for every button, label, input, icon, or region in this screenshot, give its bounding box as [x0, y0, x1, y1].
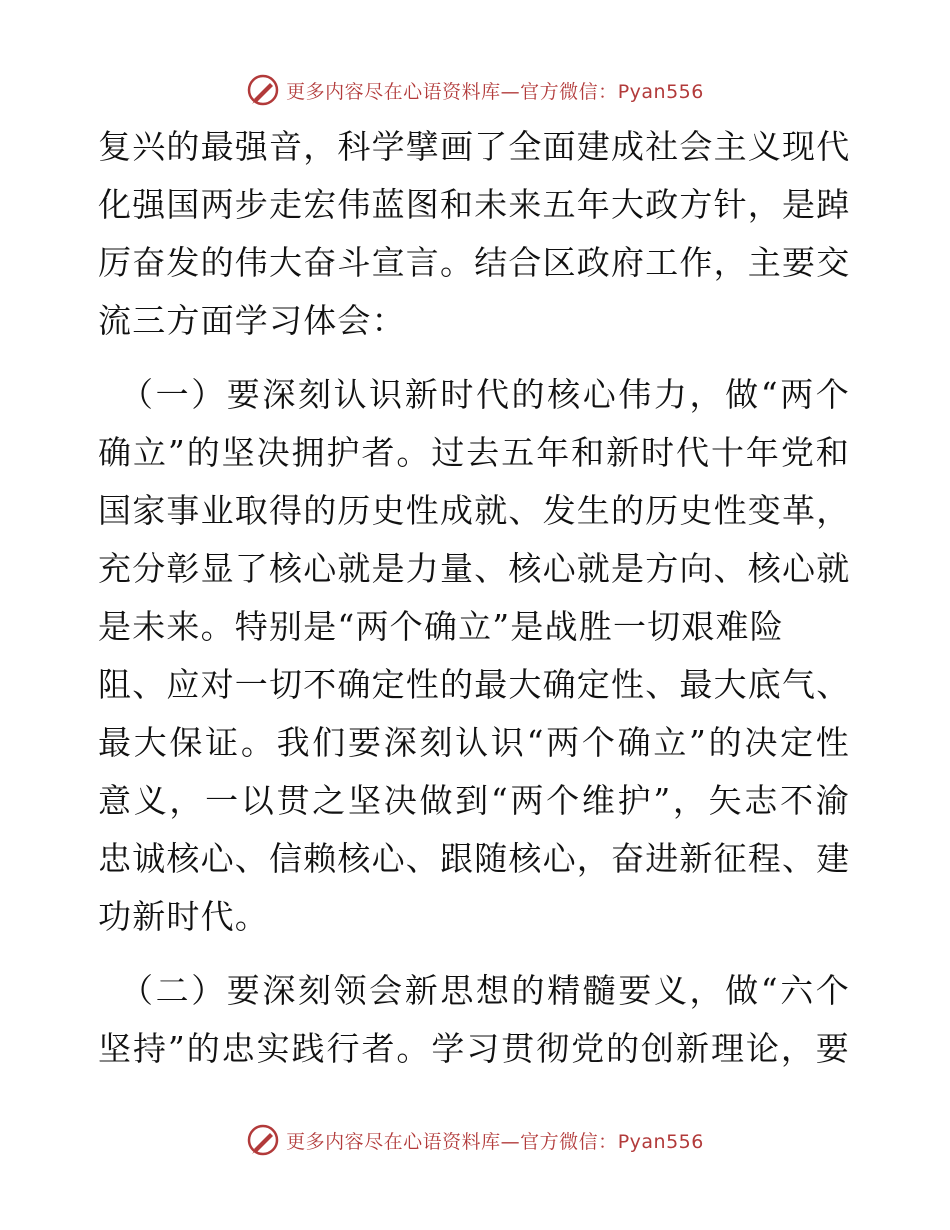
- paragraph: [98, 118, 850, 350]
- text-line: 化强国两步走宏伟蓝图和未来五年大政方针，是踔: [98, 185, 851, 224]
- text-line: 国家事业取得的历史性成就、发生的历史性变革，: [98, 491, 851, 530]
- text-line: 厉奋发的伟大奋斗宣言。结合区政府工作，主要交: [98, 243, 851, 282]
- banner-prefix: 更多内容尽在心语资料库: [286, 1130, 501, 1153]
- banner-dash: —: [500, 80, 521, 103]
- text-line: 功新时代。: [98, 897, 269, 936]
- text-line: 最大保证。我们要深刻认识“两个确立”的决定性: [98, 723, 850, 762]
- banner-suffix: 官方微信：: [520, 1130, 618, 1153]
- text-line: 阻、应对一切不确定性的最大确定性、最大底气、: [98, 665, 851, 704]
- document-body: [98, 118, 850, 1078]
- text-line: （二）要深刻领会新思想的精髓要义，做“六个: [120, 971, 850, 1010]
- text-line: （一）要深刻认识新时代的核心伟力，做“两个: [120, 375, 850, 414]
- quill-pen-logo-icon: [246, 73, 280, 107]
- paragraph: [98, 366, 850, 946]
- text-line: 确立”的坚决拥护者。过去五年和新时代十年党和: [98, 433, 850, 472]
- text-line: 充分彰显了核心就是力量、核心就是方向、核心就: [98, 549, 851, 588]
- quill-pen-logo-icon: [246, 1123, 280, 1157]
- banner-caption: [286, 1127, 704, 1154]
- text-line: 忠诚核心、信赖核心、跟随核心，奋进新征程、建: [98, 839, 851, 878]
- banner-dash: —: [500, 1130, 521, 1153]
- text-line: 是未来。特别是“两个确立”是战胜一切艰难险: [98, 607, 784, 646]
- paragraph: [98, 962, 850, 1078]
- banner-suffix: 官方微信：: [520, 80, 618, 103]
- text-line: 坚持”的忠实践行者。学习贯彻党的创新理论，要: [98, 1029, 850, 1068]
- text-line: 流三方面学习体会：: [98, 301, 406, 340]
- footer-banner: [0, 1122, 950, 1158]
- text-line: 复兴的最强音，科学擘画了全面建成社会主义现代: [98, 127, 851, 166]
- banner-prefix: 更多内容尽在心语资料库: [286, 80, 501, 103]
- banner-caption: [286, 77, 704, 104]
- banner-handle: Pyan556: [617, 1130, 704, 1153]
- header-banner: [0, 72, 950, 108]
- banner-handle: Pyan556: [617, 80, 704, 103]
- text-line: 意义，一以贯之坚决做到“两个维护”，矢志不渝: [98, 781, 850, 820]
